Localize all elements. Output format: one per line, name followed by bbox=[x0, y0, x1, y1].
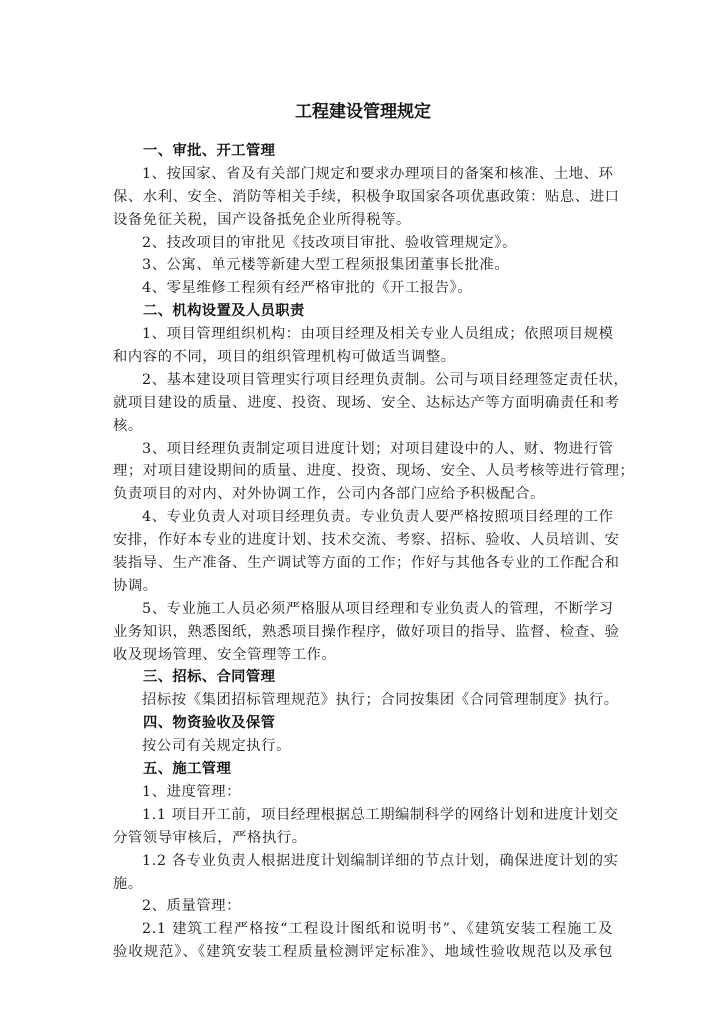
paragraph-line: 装指导、生产准备、生产调试等方面的工作；作好与其他各专业的工作配合和 bbox=[113, 555, 620, 572]
paragraph-first-line: 4、专业负责人对项目经理负责。专业负责人要严格按照项目经理的工作 bbox=[142, 509, 614, 526]
paragraph-last-line: 分管领导审核后，严格执行。 bbox=[113, 829, 307, 846]
paragraph-single-line: 1、进度管理： bbox=[142, 783, 242, 800]
paragraph-line: 安排，作好本专业的进度计划、技术交流、考察、招标、验收、人员培训、安 bbox=[113, 532, 620, 549]
paragraph-last-line: 收及现场管理、安全管理等工作。 bbox=[113, 646, 337, 663]
section-heading: 一、审批、开工管理 bbox=[143, 143, 276, 159]
paragraph-line: 验收规范》、《建筑安装工程质量检测评定标准》、地域性验收规范以及承包 bbox=[113, 944, 613, 961]
paragraph-line: 就项目建设的质量、进度、投资、现场、安全、达标达产等方面明确责任和考 bbox=[113, 394, 620, 411]
paragraph-single-line: 2、技改项目的审批见《技改项目审批、验收管理规定》。 bbox=[142, 234, 517, 251]
section-heading: 五、施工管理 bbox=[143, 761, 232, 778]
paragraph-first-line: 3、项目经理负责制定项目进度计划；对项目建设中的人、财、物进行管 bbox=[142, 440, 614, 457]
paragraph-line: 保、水利、安全、消防等相关手续，积极争取国家各项优惠政策：贴息、进口 bbox=[113, 188, 620, 205]
section-heading: 三、招标、合同管理 bbox=[143, 669, 276, 686]
section-heading: 二、机构设置及人员职责 bbox=[143, 303, 305, 320]
paragraph-single-line: 2、质量管理： bbox=[142, 898, 242, 915]
paragraph-first-line: 1.1 项目开工前，项目经理根据总工期编制科学的网络计划和进度计划交 bbox=[142, 806, 619, 823]
paragraph-first-line: 5、专业施工人员必须严格服从项目经理和专业负责人的管理，不断学习 bbox=[142, 600, 614, 617]
paragraph-last-line: 和内容的不同，项目的组织管理机构可做适当调整。 bbox=[113, 349, 456, 366]
paragraph-single-line: 3、公寓、单元楼等新建大型工程须报集团董事长批准。 bbox=[142, 257, 510, 274]
paragraph-last-line: 负责项目的对内、对外协调工作，公司内各部门应给予积极配合。 bbox=[113, 486, 546, 503]
paragraph-first-line: 1、按国家、省及有关部门规定和要求办理项目的备案和核准、土地、环 bbox=[142, 165, 614, 182]
paragraph-line: 理；对项目建设期间的质量、进度、投资、现场、安全、人员考核等进行管理； bbox=[113, 463, 635, 480]
document-title: 工程建设管理规定 bbox=[295, 102, 431, 122]
paragraph-last-line: 协调。 bbox=[113, 577, 158, 594]
paragraph-last-line: 核。 bbox=[113, 417, 143, 434]
paragraph-last-line: 施。 bbox=[113, 875, 143, 892]
paragraph-last-line: 设备免征关税，国产设备抵免企业所得税等。 bbox=[113, 211, 411, 228]
paragraph-single-line: 4、零星维修工程须有经严格审批的《开工报告》。 bbox=[142, 280, 473, 297]
paragraph-line: 业务知识，熟悉图纸，熟悉项目操作程序，做好项目的指导、监督、检查、验 bbox=[113, 623, 620, 640]
section-heading: 四、物资验收及保管 bbox=[143, 715, 276, 732]
paragraph-first-line: 2.1 建筑工程严格按“工程设计图纸和说明书”、《建筑安装工程施工及 bbox=[142, 921, 613, 938]
document-body bbox=[113, 140, 635, 964]
paragraph-plain-line: 招标按《集团招标管理规范》执行；合同按集团《合同管理制度》执行。 bbox=[142, 692, 619, 709]
paragraph-first-line: 2、基本建设项目管理实行项目经理负责制。公司与项目经理签定责任状， bbox=[142, 371, 629, 388]
paragraph-plain-line: 按公司有关规定执行。 bbox=[142, 738, 291, 755]
paragraph-first-line: 1.2 各专业负责人根据进度计划编制详细的节点计划，确保进度计划的实 bbox=[142, 852, 619, 869]
paragraph-first-line: 1、项目管理组织机构：由项目经理及相关专业人员组成；依照项目规模 bbox=[142, 326, 614, 343]
